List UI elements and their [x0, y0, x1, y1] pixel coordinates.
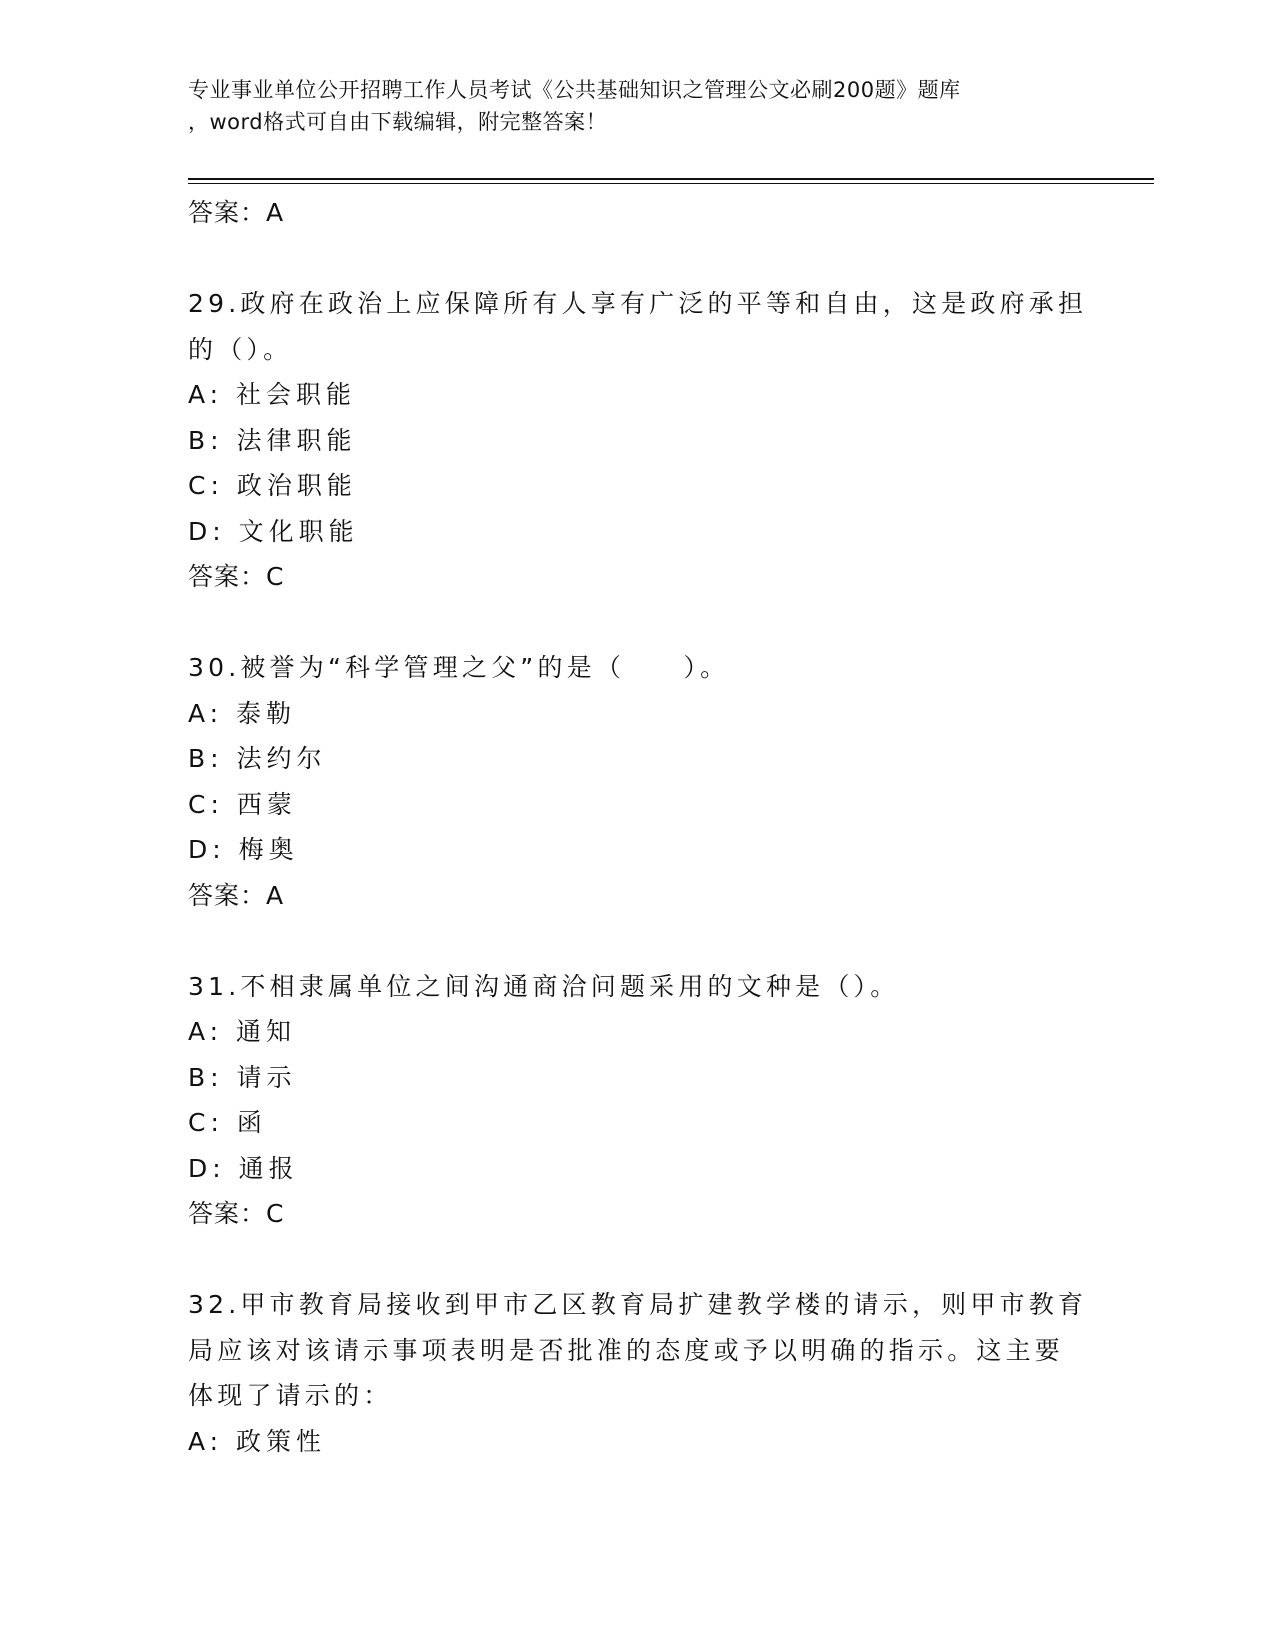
- answer-line: 答案：A: [188, 880, 285, 910]
- question-stem: 31.不相隶属单位之间沟通商洽问题采用的文种是（）。: [188, 971, 900, 1001]
- option-d: D: 文化职能: [188, 516, 359, 546]
- option-c: C: 函: [188, 1108, 267, 1137]
- spacer: [188, 1237, 1088, 1283]
- answer-line: 答案：A: [188, 198, 285, 227]
- question-block: [188, 964, 1088, 1237]
- spacer: [188, 918, 1088, 964]
- option-c: C: 西蒙: [188, 789, 297, 819]
- option-d: D: 梅奥: [188, 835, 299, 864]
- header-divider-thin: [188, 183, 1154, 184]
- spacer: [188, 600, 1088, 646]
- option-b: B: 法律职能: [188, 425, 357, 455]
- question-list: [188, 190, 1088, 1464]
- option-a: A: 泰勒: [188, 698, 297, 728]
- question-block: [188, 645, 1088, 918]
- question-stem: 29.政府在政治上应保障所有人享有广泛的平等和自由，这是政府承担的（）。: [188, 289, 1088, 364]
- header-title-line-1: 专业事业单位公开招聘工作人员考试《公共基础知识之管理公文必刷200题》题库: [188, 78, 961, 102]
- question-block: [188, 1282, 1088, 1464]
- option-a: A: 通知: [188, 1017, 297, 1046]
- answer-line: 答案：C: [188, 562, 285, 591]
- header-divider-thick: [188, 178, 1154, 180]
- header-title-line-2: ，word格式可自由下载编辑，附完整答案！: [188, 110, 608, 134]
- option-b: B: 请示: [188, 1062, 297, 1092]
- option-b: B: 法约尔: [188, 744, 327, 773]
- document-header: [188, 74, 1088, 138]
- option-a: A: 政策性: [188, 1426, 327, 1456]
- answer-line: 答案：C: [188, 1199, 285, 1228]
- spacer: [188, 236, 1088, 282]
- question-stem: 32.甲市教育局接收到甲市乙区教育局扩建教学楼的请示，则甲市教育局应该对该请示事项表明是否批准的态度或予以明确的指示。这主要体现了请示的：: [188, 1290, 1088, 1410]
- question-stem: 30.被誉为“科学管理之父”的是（ ）。: [188, 653, 730, 682]
- option-a: A: 社会职能: [188, 380, 357, 409]
- option-c: C: 政治职能: [188, 471, 357, 500]
- question-block: [188, 281, 1088, 600]
- option-d: D: 通报: [188, 1153, 299, 1183]
